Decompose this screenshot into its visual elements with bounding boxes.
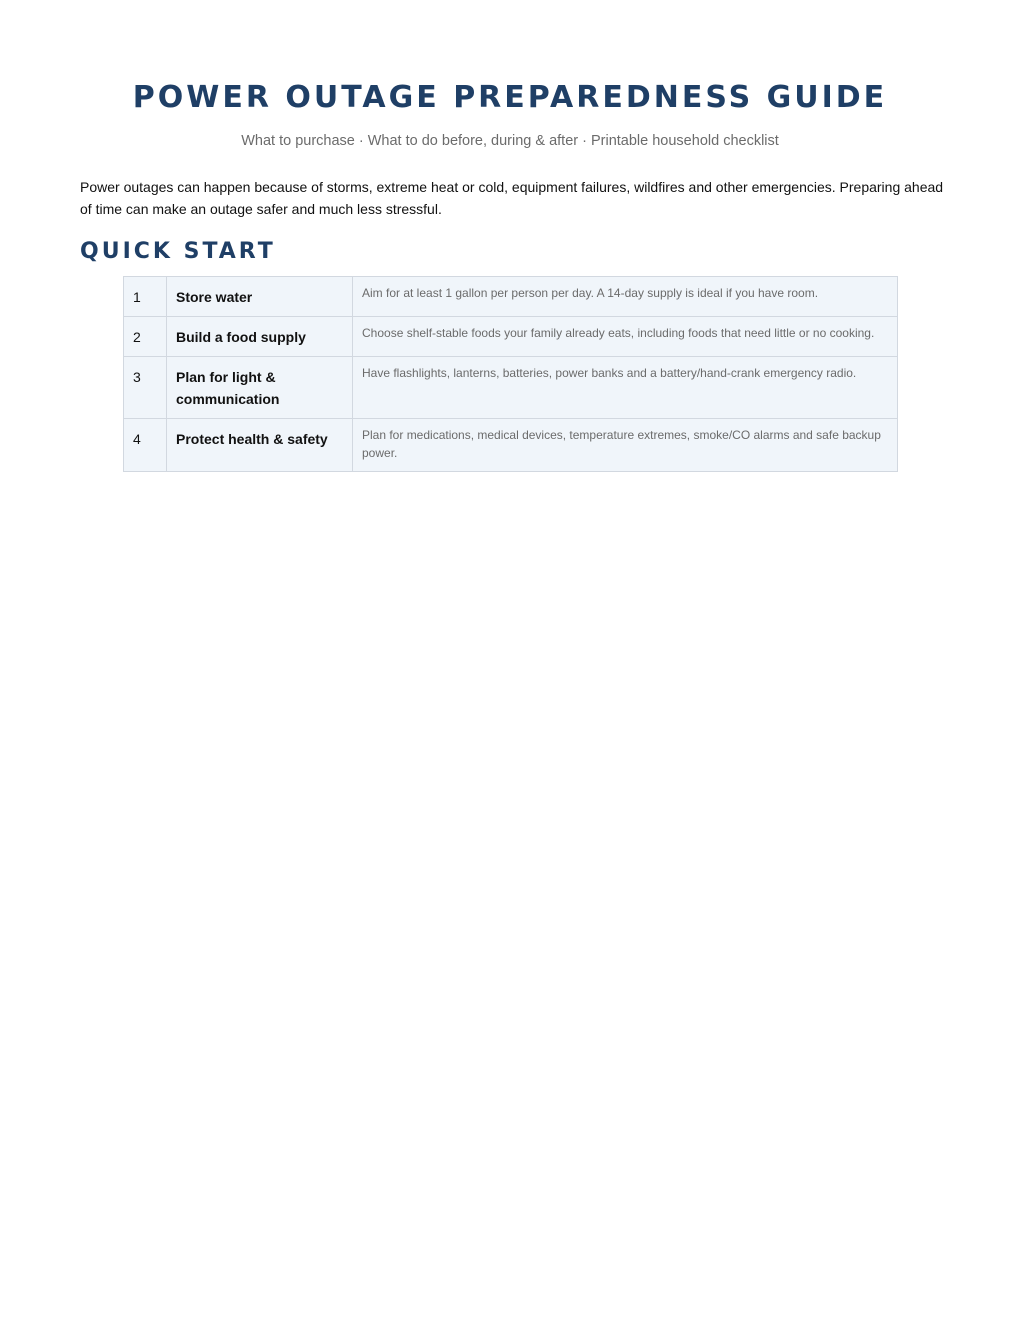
table-row [124, 357, 898, 419]
quick-start-table [123, 276, 898, 472]
step-number: 4 [124, 419, 167, 472]
table-row [124, 419, 898, 472]
step-description: Plan for medications, medical devices, temperature extremes, smoke/CO alarms and safe backup power. [353, 419, 898, 472]
quick-start-heading: QUICK START [80, 239, 276, 264]
document-subtitle: What to purchase · What to do before, during & after · Printable household checklist [241, 133, 779, 149]
document-title: POWER OUTAGE PREPAREDNESS GUIDE [132, 80, 888, 115]
step-title: Plan for light & communication [167, 357, 353, 419]
step-description: Choose shelf-stable foods your family already eats, including foods that need little or no cooking. [353, 317, 898, 357]
step-title: Build a food supply [167, 317, 353, 357]
intro-paragraph: Power outages can happen because of storms, extreme heat or cold, equipment failures, wildfires and other emergencies. Preparing ahead of time can make an outage safer and much less stressful. [80, 179, 944, 217]
step-number: 3 [124, 357, 167, 419]
table-row [124, 277, 898, 317]
step-description: Aim for at least 1 gallon per person per day. A 14-day supply is ideal if you have room. [353, 277, 898, 317]
step-description: Have flashlights, lanterns, batteries, power banks and a battery/hand-crank emergency radio. [353, 357, 898, 419]
step-number: 1 [124, 277, 167, 317]
step-title: Store water [167, 277, 353, 317]
table-row [124, 317, 898, 357]
step-number: 2 [124, 317, 167, 357]
step-title: Protect health & safety [167, 419, 353, 472]
